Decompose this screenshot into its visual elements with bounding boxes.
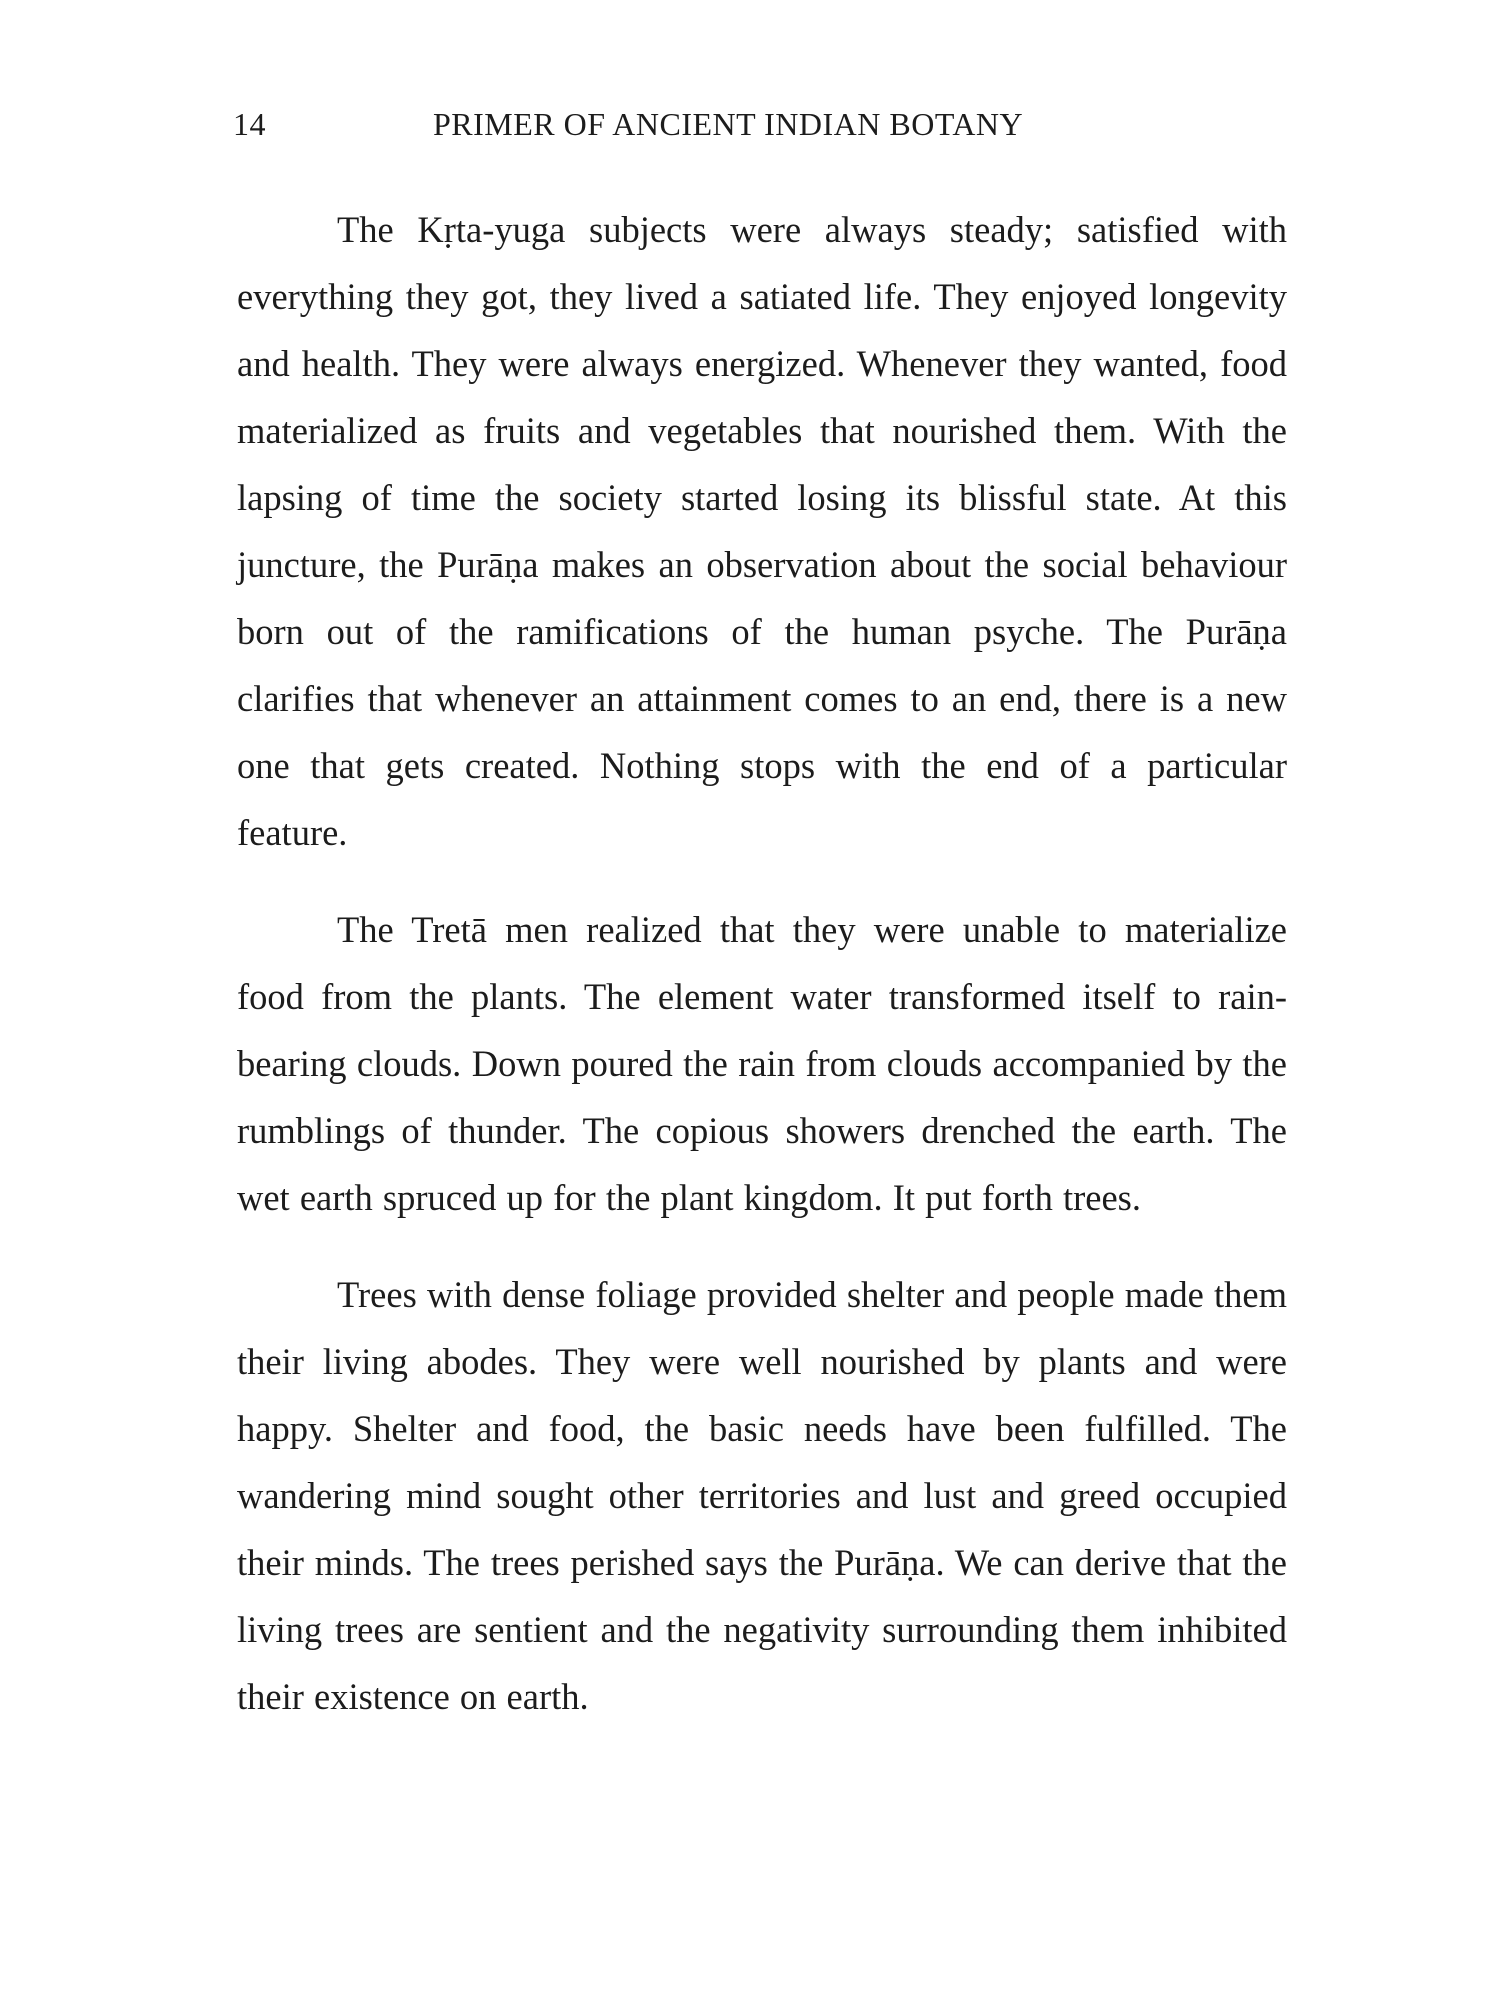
page-number: 14	[233, 106, 266, 142]
running-head	[233, 102, 1273, 146]
paragraph-krta-yuga: The Kṛta-yuga subjects were always steady; satisfied with everything they got, they lived a satiated life. They enjoyed longevity and health. They were always energized. Whenever they wanted, food materialized as fruits and vegetables that nourished them. With the lapsing of time the society started losing its blissful state. At this juncture, the Purāṇa makes an observation about the social behaviour born out of the ramifications of the human psyche. The Purāṇa clarifies that whenever an attainment comes to an end, there is a new one that gets created. Nothing stops with the end of a particular feature.	[237, 209, 1287, 853]
paragraph-trees-foliage: Trees with dense foliage provided shelter and people made them their living abodes. They were well nourished by plants and were happy. Shelter and food, the basic needs have been fulfilled. The wandering mind sought other territories and lust and greed occupied their minds. The trees perished says the Purāṇa. We can derive that the living trees are sentient and the negativity surrounding them inhibited their existence on earth.	[237, 1274, 1287, 1717]
body-text	[237, 196, 1287, 1730]
paragraph-treta-men: The Tretā men realized that they were unable to materialize food from the plants. The element water transformed itself to rain-bearing clouds. Down poured the rain from clouds accompanied by the rumblings of thunder. The copious showers drenched the earth. The wet earth spruced up for the plant kingdom. It put forth trees.	[237, 909, 1287, 1218]
running-title: PRIMER OF ANCIENT INDIAN BOTANY	[433, 106, 1024, 142]
